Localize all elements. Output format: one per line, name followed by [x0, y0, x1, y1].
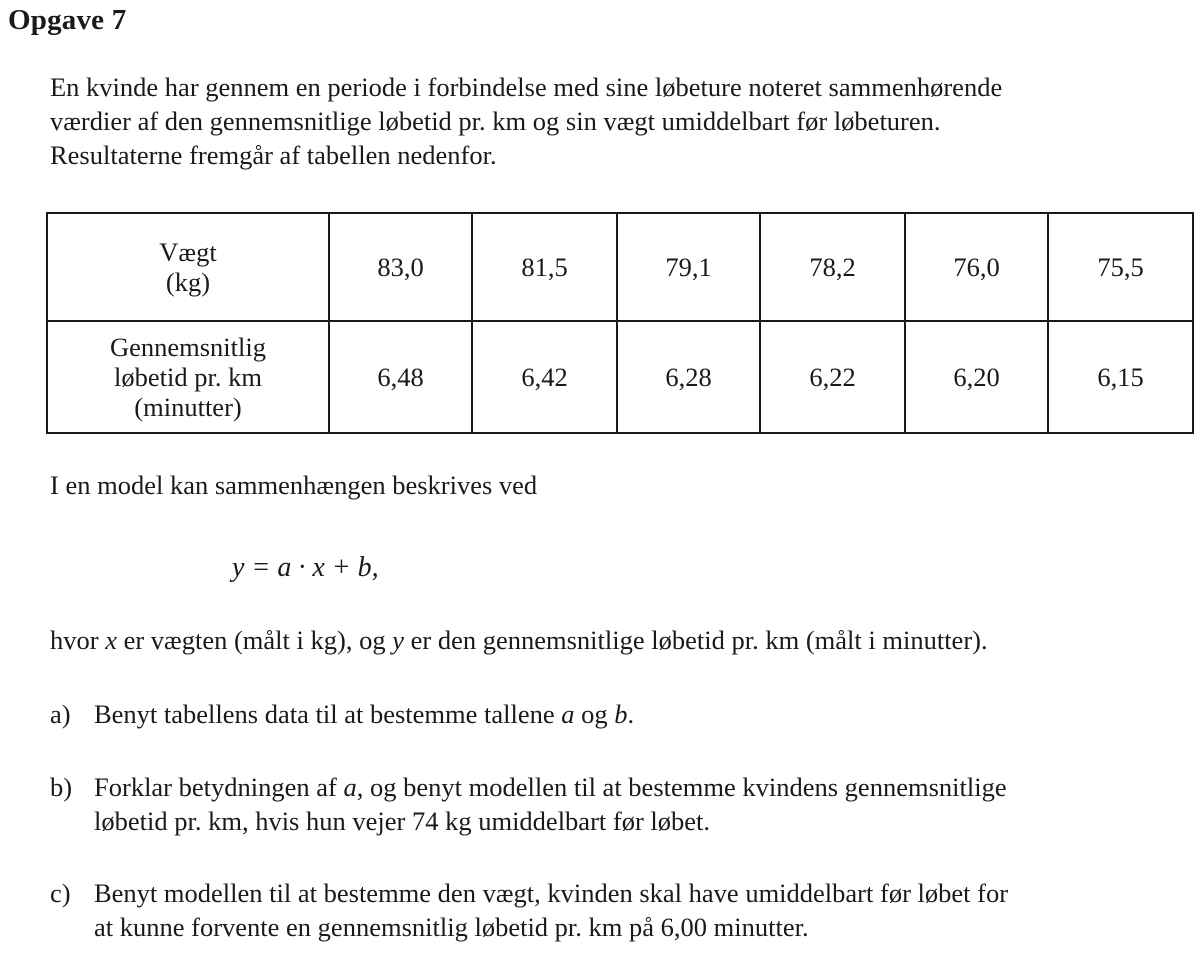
table-cell: 6,15	[1048, 321, 1193, 433]
table-cell: 81,5	[472, 213, 617, 321]
table-cell: 6,48	[329, 321, 472, 433]
table-cell: 6,42	[472, 321, 617, 433]
question-text	[94, 697, 634, 731]
question-text-part: Benyt tabellens data til at bestemme tallene	[94, 699, 562, 729]
intro-paragraph	[50, 70, 1190, 172]
question-text	[94, 876, 1008, 944]
row-header-line: Vægt	[159, 237, 217, 267]
question-text	[94, 770, 1007, 838]
var-y: y	[392, 625, 404, 655]
model-intro-text: I en model kan sammenhængen beskrives ved	[50, 470, 538, 500]
var-b: b	[614, 699, 628, 729]
table-row-weight	[47, 213, 1193, 321]
intro-line-3: Resultaterne fremgår af tabellen nedenfor.	[50, 140, 497, 170]
question-text-part: , og benyt modellen til at bestemme kvindens gennemsnitlige	[356, 772, 1007, 802]
intro-line-1: En kvinde har gennem en periode i forbindelse med sine løbeture noteret sammenhørende	[50, 72, 1003, 102]
table-cell: 83,0	[329, 213, 472, 321]
where-text-1: hvor	[50, 625, 106, 655]
question-line: Benyt modellen til at bestemme den vægt, kvinden skal have umiddelbart før løbet for	[94, 878, 1009, 908]
table-cell: 6,28	[617, 321, 760, 433]
row-header-line: (minutter)	[134, 392, 242, 422]
question-line	[94, 770, 1007, 804]
table-cell: 75,5	[1048, 213, 1193, 321]
var-a: a	[343, 772, 357, 802]
row-header-line: Gennemsnitlig	[109, 332, 267, 362]
question-label: b)	[50, 772, 73, 802]
row-header-line: løbetid pr. km	[114, 362, 262, 392]
table-cell: 79,1	[617, 213, 760, 321]
table-cell: 6,20	[905, 321, 1048, 433]
variable-definition	[50, 625, 988, 656]
row-header-weight	[47, 213, 329, 321]
var-x: x	[105, 625, 117, 655]
table-cell: 78,2	[760, 213, 905, 321]
question-text-part: og	[574, 699, 615, 729]
data-table	[46, 212, 1194, 434]
row-header-line: (kg)	[165, 267, 211, 297]
question-line: løbetid pr. km, hvis hun vejer 74 kg umiddelbart før løbet.	[94, 806, 711, 836]
question-label: a)	[50, 699, 71, 729]
table-cell: 76,0	[905, 213, 1048, 321]
row-header-runtime	[47, 321, 329, 433]
where-text-3: er den gennemsnitlige løbetid pr. km (målt i minutter).	[403, 625, 988, 655]
model-formula: y = a · x + b,	[232, 552, 379, 583]
table-cell: 6,22	[760, 321, 905, 433]
var-a: a	[561, 699, 575, 729]
question-line: at kunne forvente en gennemsnitlig løbetid pr. km på 6,00 minutter.	[94, 912, 809, 942]
exercise-title: Opgave 7	[8, 4, 127, 36]
question-text-part: Forklar betydningen af	[94, 772, 344, 802]
intro-line-2: værdier af den gennemsnitlige løbetid pr. km og sin vægt umiddelbart før løbeturen.	[50, 106, 941, 136]
table-row-runtime	[47, 321, 1193, 433]
question-label: c)	[50, 878, 71, 908]
question-text-part: .	[627, 699, 635, 729]
where-text-2: er vægten (målt i kg), og	[116, 625, 393, 655]
